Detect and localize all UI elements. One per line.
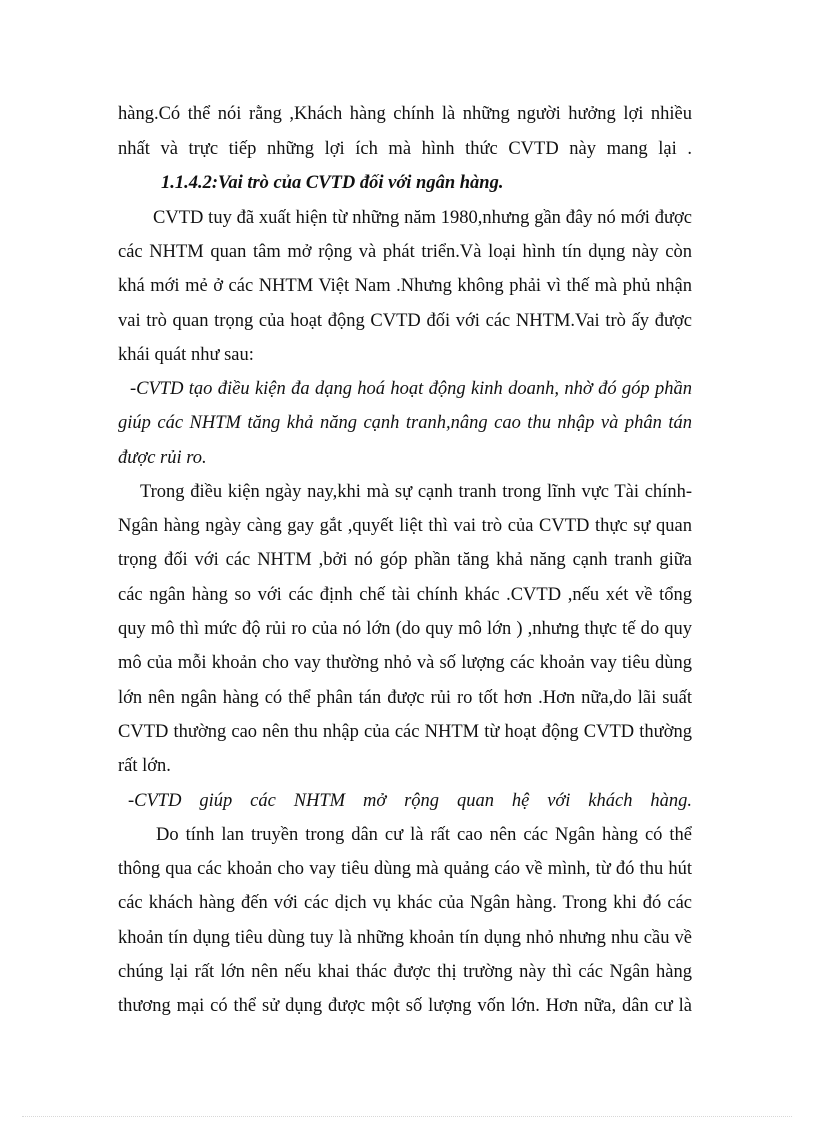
italic-bullet-line: được rủi ro. (118, 448, 207, 468)
body-text-line: Trong điều kiện ngày nay,khi mà sự cạnh tranh trong lĩnh vực Tài chính- (140, 482, 692, 502)
body-text-line: mô của mỗi khoản cho vay thường nhỏ và số lượng các khoản vay tiêu dùng (118, 653, 692, 673)
body-text-line: Do tính lan truyền trong dân cư là rất cao nên các Ngân hàng có thể (156, 825, 692, 845)
body-text-line: khoản tín dụng tiêu dùng tuy là những khoản tín dụng nhỏ nhưng nhu cầu về (118, 928, 692, 948)
body-text-line: thương mại có thể sử dụng được một số lượng vốn lớn. Hơn nữa, dân cư là (118, 996, 692, 1016)
body-text-line: quy mô thì mức độ rủi ro của nó lớn (do quy mô lớn ) ,nhưng thực tế do quy (118, 619, 692, 639)
body-text-line: lớn nên ngân hàng có thể phân tán được rủi ro tốt hơn .Hơn nữa,do lãi suất (118, 688, 692, 708)
italic-bullet-line: -CVTD giúp các NHTM mở rộng quan hệ với khách hàng. (128, 791, 692, 811)
body-text-line: hàng.Có thể nói rằng ,Khách hàng chính là những người hưởng lợi nhiều (118, 104, 692, 124)
body-text-line: nhất và trực tiếp những lợi ích mà hình thức CVTD này mang lại . (118, 139, 692, 159)
body-text-line: khái quát như sau: (118, 345, 254, 365)
body-text-line: các ngân hàng so với các định chế tài chính khác .CVTD ,nếu xét về tổng (118, 585, 692, 605)
body-text-line: chúng lại rất lớn nên nếu khai thác được thị trường này thì các Ngân hàng (118, 962, 692, 982)
page-bottom-divider (22, 1116, 792, 1117)
body-text-line: CVTD tuy đã xuất hiện từ những năm 1980,nhưng gần đây nó mới được (153, 208, 692, 228)
body-text-line: vai trò quan trọng của hoạt động CVTD đối với các NHTM.Vai trò ấy được (118, 311, 692, 331)
body-text-line: các khách hàng đến với các dịch vụ khác của Ngân hàng. Trong khi đó các (118, 893, 692, 913)
section-heading: 1.1.4.2:Vai trò của CVTD đối với ngân hàng. (161, 173, 504, 193)
body-text-line: thông qua các khoản cho vay tiêu dùng mà quảng cáo về mình, từ đó thu hút (118, 859, 692, 879)
italic-bullet-line: -CVTD tạo điều kiện đa dạng hoá hoạt động kinh doanh, nhờ đó góp phần (130, 379, 692, 399)
body-text-line: các NHTM quan tâm mở rộng và phát triển.Và loại hình tín dụng này còn (118, 242, 692, 262)
italic-bullet-line: giúp các NHTM tăng khả năng cạnh tranh,nâng cao thu nhập và phân tán (118, 413, 692, 433)
body-text-line: trọng đối với các NHTM ,bởi nó góp phần tăng khả năng cạnh tranh giữa (118, 550, 692, 570)
body-text-line: Ngân hàng ngày càng gay gắt ,quyết liệt thì vai trò của CVTD thực sự quan (118, 516, 692, 536)
body-text-line: CVTD thường cao nên thu nhập của các NHTM từ hoạt động CVTD thường (118, 722, 692, 742)
body-text-line: khá mới mẻ ở các NHTM Việt Nam .Nhưng không phải vì thế mà phủ nhận (118, 276, 692, 296)
body-text-line: rất lớn. (118, 756, 171, 776)
